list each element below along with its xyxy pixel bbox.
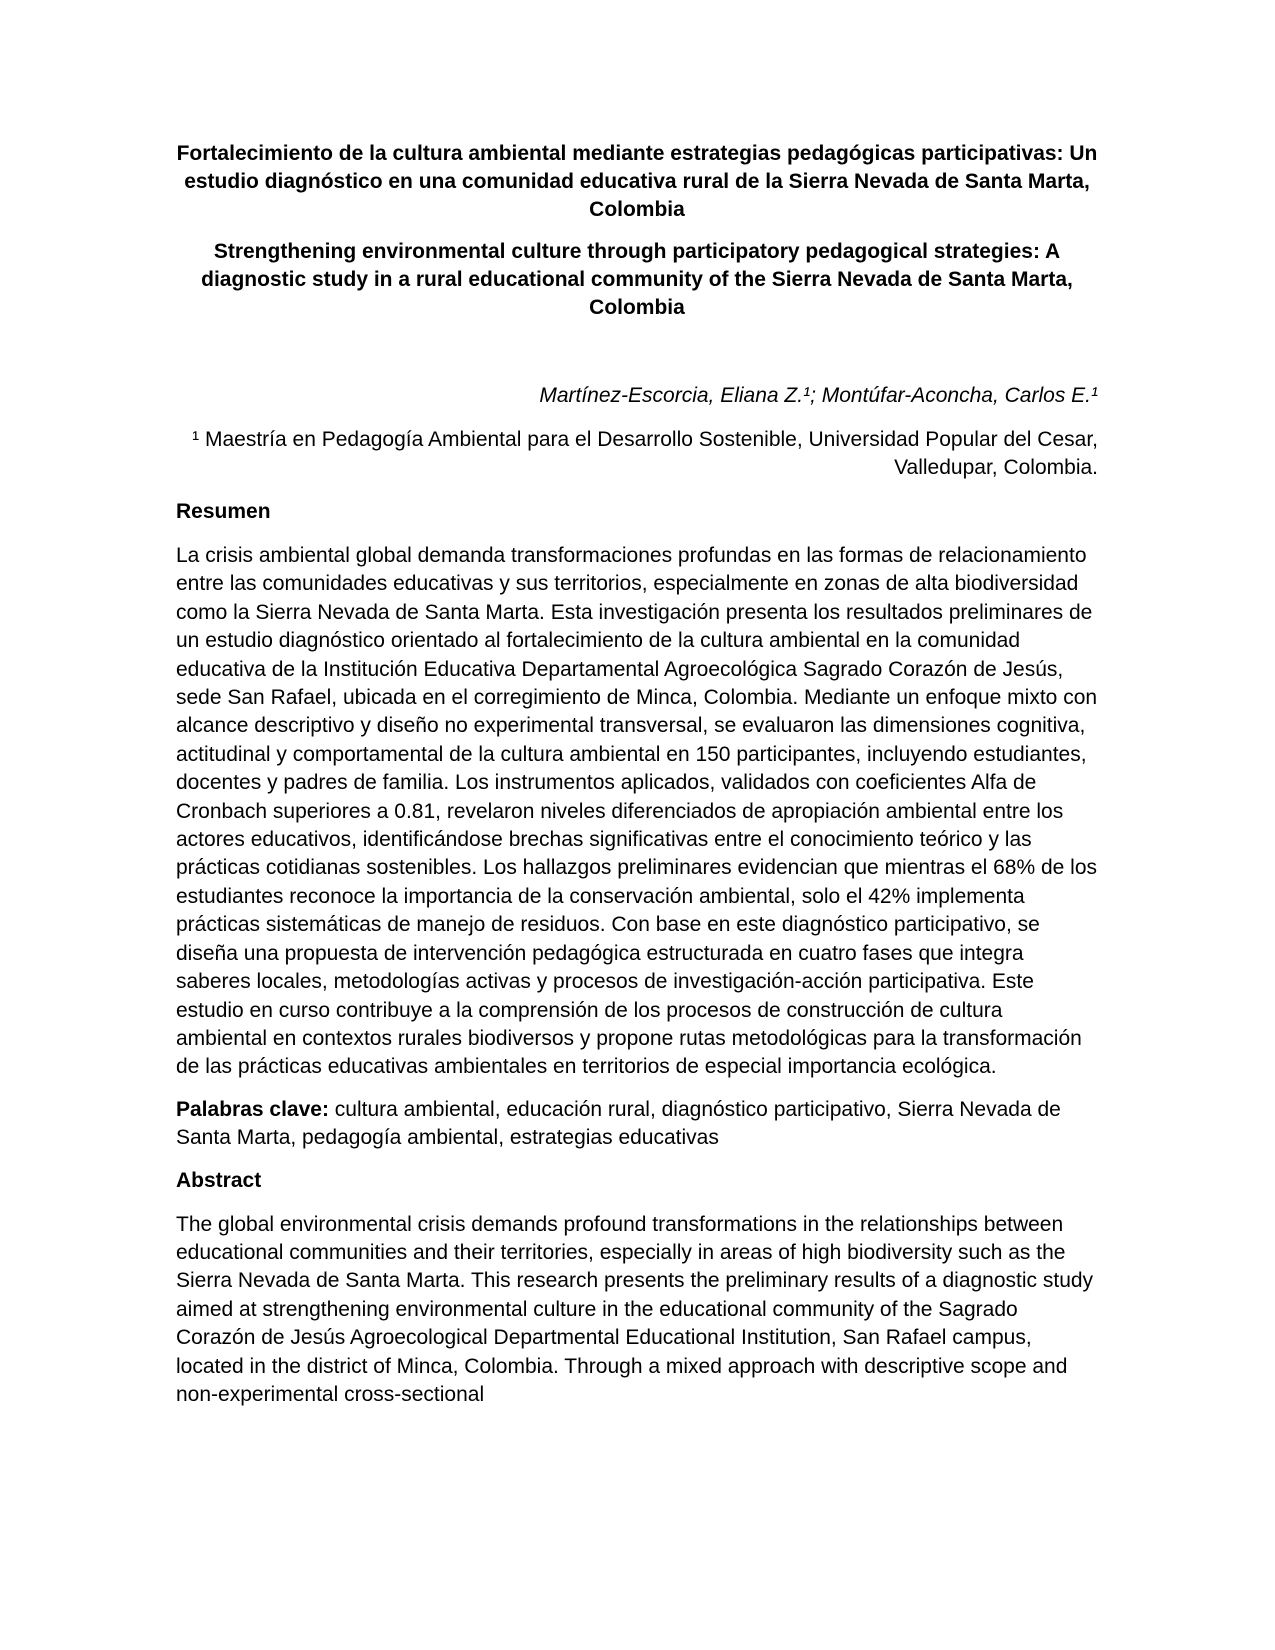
abstract-paragraph: The global environmental crisis demands profound transformations in the relationships between educational communities and their territories, especially in areas of high biodiversity such as the Sierra Nevada de Santa Marta. This research presents the preliminary results of a diagnostic study aimed at strengthening environmental culture in the educational community of the Sagrado Corazón de Jesús Agroecological Departmental Educational Institution, San Rafael campus, located in the district of Minca, Colombia. Through a mixed approach with descriptive scope and non-experimental cross-sectional (176, 1212, 1094, 1406)
paper-page (176, 140, 1098, 1409)
keywords-label: Palabras clave: (176, 1097, 329, 1121)
title-spanish: Fortalecimiento de la cultura ambiental mediante estrategias pedagógicas participativas: Un estudio diagnóstico en una comunidad educativa rural de la Sierra Nevada de Santa Marta, Colombia (176, 142, 1098, 221)
resumen-heading: Resumen (176, 500, 271, 523)
title-english: Strengthening environmental culture through participatory pedagogical strategies: A diagnostic study in a rural educational community of the Sierra Nevada de Santa Marta, Colombia (201, 240, 1073, 319)
author-list: Martínez-Escorcia, Eliana Z.¹; Montúfar-Aconcha, Carlos E.¹ (539, 384, 1098, 407)
author-affiliation: ¹ Maestría en Pedagogía Ambiental para el Desarrollo Sostenible, Universidad Popular del Cesar, Valledupar, Colombia. (192, 428, 1098, 479)
keywords-list: cultura ambiental, educación rural, diagnóstico participativo, Sierra Nevada de Santa Marta, pedagogía ambiental, estrategias educativas (176, 1097, 1061, 1150)
keywords-paragraph (176, 1096, 1098, 1153)
abstract-heading: Abstract (176, 1168, 262, 1192)
resumen-paragraph: La crisis ambiental global demanda transformaciones profundas en las formas de relacionamiento entre las comunidades educativas y sus territorios, especialmente en zonas de alta biodiversidad como la Sierra Nevada de Santa Marta. Esta investigación presenta los resultados preliminares de un estudio diagnóstico orientado al fortalecimiento de la cultura ambiental en la comunidad educativa de la Institución Educativa Departamental Agroecológica Sagrado Corazón de Jesús, sede San Rafael, ubicada en el corregimiento de Minca, Colombia. Mediante un enfoque mixto con alcance descriptivo y diseño no experimental transversal, se evaluaron las dimensiones cognitiva, actitudinal y comportamental de la cultura ambiental en 150 participantes, incluyendo estudiantes, docentes y padres de familia. Los instrumentos aplicados, validados con coeficientes Alfa de Cronbach superiores a 0.81, revelaron niveles diferenciados de apropiación ambiental entre los actores educativos, identificándose brechas significativas entre el conocimiento teórico y las prácticas cotidianas sostenibles. Los hallazgos preliminares evidencian que mientras el 68% de los estudiantes reconoce la importancia de la conservación ambiental, solo el 42% implementa prácticas sistemáticas de manejo de residuos. Con base en este diagnóstico participativo, se diseña una propuesta de intervención pedagógica estructurada en cuatro fases que integra saberes locales, metodologías activas y procesos de investigación-acción participativa. Este estudio en curso contribuye a la comprensión de los procesos de construcción de cultura ambiental en contextos rurales biodiversos y propone rutas metodológicas para la transformación de las prácticas educativas ambientales en territorios de especial importancia ecológica. (176, 544, 1098, 1079)
